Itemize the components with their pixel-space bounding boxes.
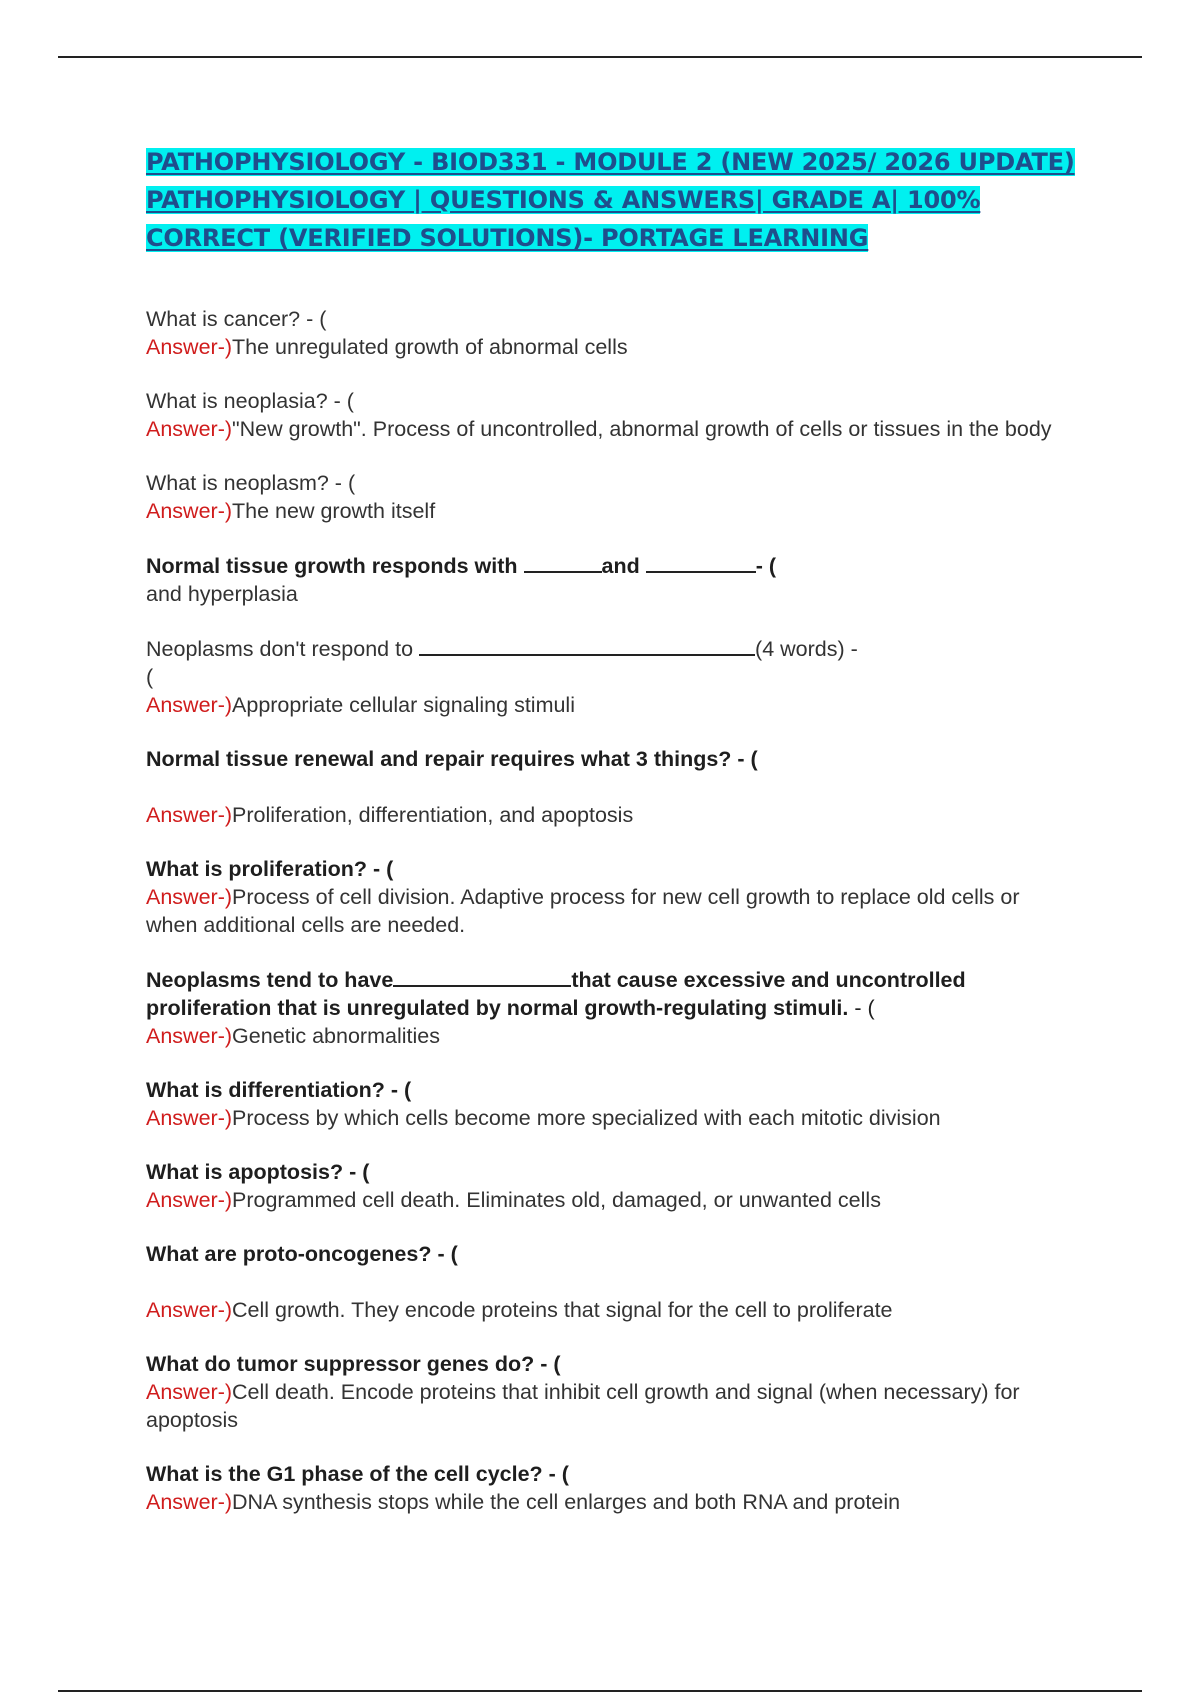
answer-text: Appropriate cellular signaling stimuli	[232, 693, 575, 717]
fill-blank	[524, 551, 602, 573]
question: What is cancer? - (	[146, 307, 327, 331]
answer	[146, 497, 1076, 525]
answer-text: and hyperplasia	[146, 582, 298, 606]
answer-text: The unregulated growth of abnormal cells	[232, 335, 628, 359]
answer-text: Proliferation, differentiation, and apoptosis	[232, 803, 634, 827]
question: What is the G1 phase of the cell cycle? - (	[146, 1462, 569, 1486]
answer-label: Answer-)	[146, 1024, 233, 1048]
qa-item	[146, 305, 1076, 361]
answer	[146, 1186, 1076, 1214]
question: Normal tissue growth responds with and - (	[146, 551, 1076, 580]
qa-item	[146, 469, 1076, 525]
answer-label: Answer-)	[146, 417, 233, 441]
qa-item	[146, 1240, 1076, 1324]
answer	[146, 1104, 1076, 1132]
top-rule	[58, 56, 1142, 58]
answer-text: DNA synthesis stops while the cell enlarges and both RNA and protein	[232, 1490, 901, 1514]
question: Neoplasms don't respond to (4 words) -	[146, 634, 1076, 663]
answer	[146, 801, 1076, 829]
answer-text: Cell death. Encode proteins that inhibit cell growth and signal (when necessary) for apoptosis	[146, 1380, 1020, 1432]
document-title: PATHOPHYSIOLOGY - BIOD331 - MODULE 2 (NEW 2025/ 2026 UPDATE) PATHOPHYSIOLOGY | QUESTIONS & ANSWERS| GRADE A| 100% CORRECT (VERIFIED SOLUTIONS)- PORTAGE LEARNING	[146, 148, 1075, 252]
fill-blank	[393, 965, 571, 987]
answer-text: Genetic abnormalities	[232, 1024, 440, 1048]
answer	[146, 1296, 1076, 1324]
answer-label: Answer-)	[146, 885, 233, 909]
answer-label: Answer-)	[146, 1298, 233, 1322]
qa-item	[146, 855, 1076, 939]
answer-text: "New growth". Process of uncontrolled, abnormal growth of cells or tissues in the body	[232, 417, 1052, 441]
question: What is proliferation? - (	[146, 857, 394, 881]
answer	[146, 883, 1076, 939]
answer	[146, 691, 1076, 719]
answer-label: Answer-)	[146, 803, 233, 827]
question: What are proto-oncogenes? - (	[146, 1242, 458, 1266]
question-continuation: (	[146, 665, 154, 689]
answer-text: Cell growth. They encode proteins that signal for the cell to proliferate	[232, 1298, 893, 1322]
question: Normal tissue renewal and repair requires what 3 things? - (	[146, 747, 758, 771]
answer-label: Answer-)	[146, 1106, 233, 1130]
qa-item	[146, 551, 1076, 608]
answer-text: Process of cell division. Adaptive process for new cell growth to replace old cells or when additional cells are needed.	[146, 885, 1020, 937]
answer	[146, 1022, 1076, 1050]
answer-label: Answer-)	[146, 499, 233, 523]
answer-label: Answer-)	[146, 1188, 233, 1212]
question: What do tumor suppressor genes do? - (	[146, 1352, 561, 1376]
question: What is neoplasm? - (	[146, 471, 356, 495]
question: What is neoplasia? - (	[146, 389, 354, 413]
qa-item	[146, 965, 1076, 1050]
qa-item	[146, 387, 1076, 443]
answer	[146, 333, 1076, 361]
answer-text: Programmed cell death. Eliminates old, damaged, or unwanted cells	[232, 1188, 881, 1212]
answer	[146, 1488, 1076, 1516]
answer	[146, 415, 1076, 443]
answer-label: Answer-)	[146, 1380, 233, 1404]
document-page	[146, 143, 1076, 1542]
question: What is differentiation? - (	[146, 1078, 412, 1102]
fill-blank	[646, 551, 756, 573]
question: What is apoptosis? - (	[146, 1160, 370, 1184]
qa-item	[146, 1460, 1076, 1516]
answer	[146, 1378, 1076, 1434]
answer-label: Answer-)	[146, 335, 233, 359]
qa-item	[146, 1350, 1076, 1434]
answer-label: Answer-)	[146, 693, 233, 717]
qa-item	[146, 1158, 1076, 1214]
qa-item	[146, 745, 1076, 829]
qa-item	[146, 634, 1076, 719]
answer-label: Answer-)	[146, 1490, 233, 1514]
fill-blank	[419, 634, 755, 656]
bottom-rule	[58, 1690, 1142, 1692]
answer-text: The new growth itself	[232, 499, 436, 523]
qa-item	[146, 1076, 1076, 1132]
answer-text: Process by which cells become more specialized with each mitotic division	[232, 1106, 941, 1130]
answer	[146, 580, 1076, 608]
question: Neoplasms tend to have that cause excessive and uncontrolled proliferation that is unregulated by normal growth-regulating stimuli. - (	[146, 965, 1076, 1022]
